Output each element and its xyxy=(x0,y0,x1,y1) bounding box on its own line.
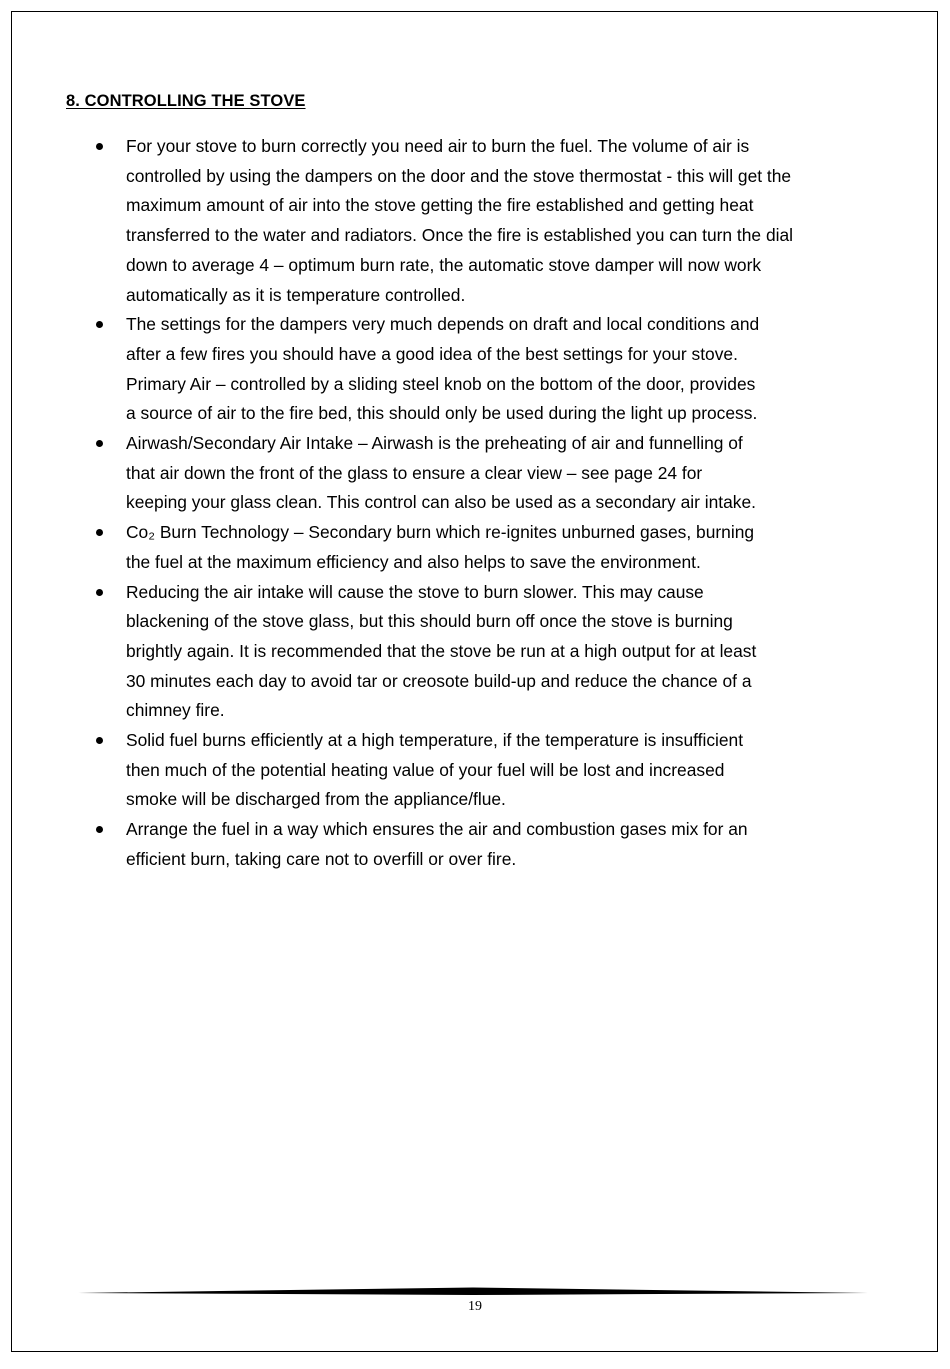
bullet-icon xyxy=(96,143,103,150)
text-line: transferred to the water and radiators. Once the fire is established you can turn the dial xyxy=(126,225,794,246)
text-line: Primary Air – controlled by a sliding steel knob on the bottom of the door, provides xyxy=(126,373,756,394)
text-line: 30 minutes each day to avoid tar or creosote build-up and reduce the chance of a xyxy=(126,670,752,691)
list-item xyxy=(88,310,868,429)
text-line: Reducing the air intake will cause the stove to burn slower. This may cause xyxy=(126,581,704,602)
bullet-list xyxy=(88,132,868,875)
text-line: chimney fire. xyxy=(126,700,225,721)
list-item xyxy=(88,429,868,518)
text-line: blackening of the stove glass, but this should burn off once the stove is burning xyxy=(126,611,733,632)
text-line: maximum amount of air into the stove getting the fire established and getting heat xyxy=(126,195,754,216)
page-number: 19 xyxy=(468,1299,482,1314)
text-line: automatically as it is temperature controlled. xyxy=(126,284,466,305)
bullet-icon xyxy=(96,321,103,328)
list-item xyxy=(88,518,868,577)
text-line: controlled by using the dampers on the door and the stove thermostat - this will get the xyxy=(126,165,792,186)
text-line: Arrange the fuel in a way which ensures the air and combustion gases mix for an xyxy=(126,819,748,840)
text-line: Airwash/Secondary Air Intake – Airwash is the preheating of air and funnelling of xyxy=(126,433,743,454)
list-item xyxy=(88,815,868,874)
text-line: the fuel at the maximum efficiency and also helps to save the environment. xyxy=(126,551,701,572)
text-line: For your stove to burn correctly you need air to burn the fuel. The volume of air is xyxy=(126,136,750,156)
list-item xyxy=(88,726,868,815)
list-item xyxy=(88,132,868,310)
text-line: a source of air to the fire bed, this should only be used during the light up process. xyxy=(126,403,758,424)
text-line: then much of the potential heating value of your fuel will be lost and increased xyxy=(126,759,725,780)
text-line: Co₂ Burn Technology – Secondary burn which re-ignites unburned gases, burning xyxy=(126,522,755,543)
bullet-icon xyxy=(96,826,103,833)
text-line: that air down the front of the glass to ensure a clear view – see page 24 for xyxy=(126,462,703,483)
text-line: smoke will be discharged from the appliance/flue. xyxy=(126,789,506,810)
text-line: brightly again. It is recommended that the stove be run at a high output for at least xyxy=(126,640,757,661)
list-item xyxy=(88,578,868,727)
text-line: after a few fires you should have a good idea of the best settings for your stove. xyxy=(126,343,738,364)
footer-rule xyxy=(78,1286,868,1296)
text-line: Solid fuel burns efficiently at a high temperature, if the temperature is insufficient xyxy=(126,730,744,751)
section-heading: 8. CONTROLLING THE STOVE xyxy=(66,92,306,110)
text-line: keeping your glass clean. This control can also be used as a secondary air intake. xyxy=(126,492,756,513)
text-line: efficient burn, taking care not to overfill or over fire. xyxy=(126,848,517,869)
text-line: down to average 4 – optimum burn rate, the automatic stove damper will now work xyxy=(126,254,762,275)
bullet-icon xyxy=(96,737,103,744)
bullet-icon xyxy=(96,589,103,596)
bullet-icon xyxy=(96,440,103,447)
bullet-icon xyxy=(96,529,103,536)
text-line: The settings for the dampers very much depends on draft and local conditions and xyxy=(126,314,760,335)
